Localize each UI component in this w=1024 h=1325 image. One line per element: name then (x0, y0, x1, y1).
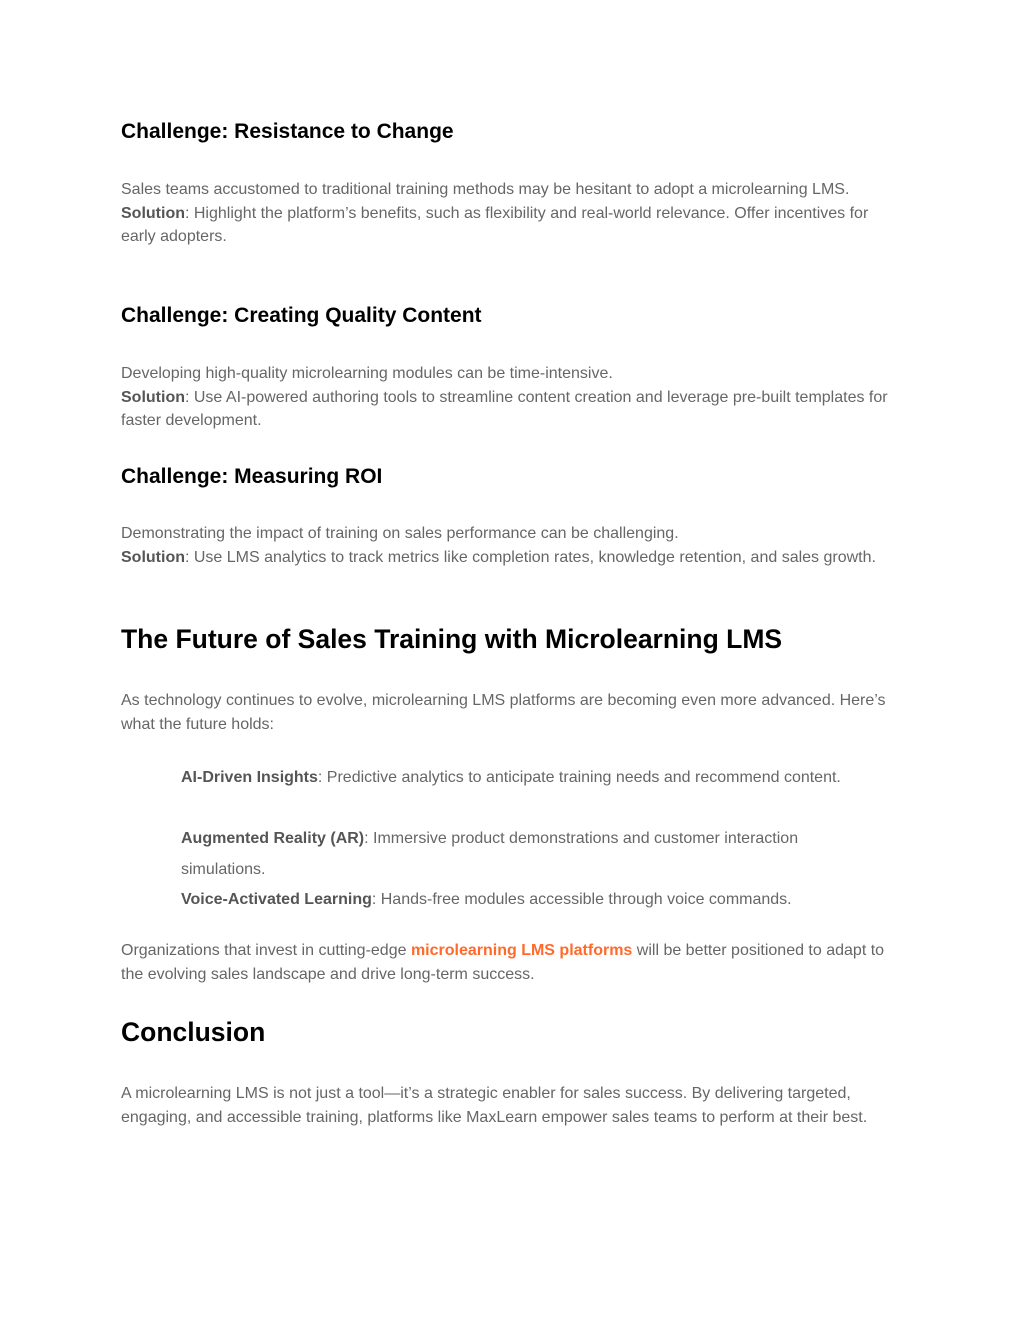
list-item-text: : Predictive analytics to anticipate training needs and recommend content. (317, 769, 841, 786)
challenge-heading: Challenge: Creating Quality Content (121, 304, 482, 327)
solution-label: Solution (121, 204, 185, 222)
challenge-description: Developing high-quality microlearning modules can be time-intensive. (121, 365, 613, 382)
solution-text: : Highlight the platform’s benefits, such as flexibility and real-world relevance. Offer incentives for early adopters. (121, 204, 869, 245)
future-intro: As technology continues to evolve, microlearning LMS platforms are becoming even more advanced. Here’s what the future holds: (121, 692, 886, 733)
closing-text-pre: Organizations that invest in cutting-edge (121, 942, 411, 959)
challenge-paragraph (121, 522, 896, 569)
conclusion-paragraph: A microlearning LMS is not just a tool—it’s a strategic enabler for sales success. By delivering targeted, engaging, and accessible training, platforms like MaxLearn empower sales teams to perform at their best. (121, 1085, 868, 1126)
list-item (181, 885, 881, 916)
solution-label: Solution (121, 548, 185, 566)
microlearning-lms-platforms-link[interactable]: microlearning LMS platforms (410, 942, 633, 959)
solution-label: Solution (121, 388, 185, 406)
challenge-heading: Challenge: Resistance to Change (121, 120, 454, 143)
challenge-paragraph (121, 362, 896, 433)
list-item-text: : Hands-free modules accessible through voice commands. (371, 891, 792, 908)
challenge-paragraph (121, 178, 896, 249)
list-item-text: : Immersive product demonstrations and customer interaction simulations. (181, 830, 799, 878)
challenge-description: Sales teams accustomed to traditional training methods may be hesitant to adopt a microlearning LMS. (121, 181, 850, 198)
future-heading: The Future of Sales Training with Microlearning LMS (121, 624, 783, 654)
challenge-heading: Challenge: Measuring ROI (121, 465, 383, 488)
list-item-label: Augmented Reality (AR) (181, 830, 365, 847)
list-item-label: Voice-Activated Learning (181, 891, 372, 908)
challenge-description: Demonstrating the impact of training on sales performance can be challenging. (121, 525, 679, 542)
list-item (181, 763, 881, 794)
list-item-label: AI-Driven Insights (181, 769, 318, 786)
solution-text: : Use LMS analytics to track metrics like completion rates, knowledge retention, and sales growth. (184, 548, 876, 566)
conclusion-heading: Conclusion (121, 1017, 266, 1047)
list-item (181, 824, 881, 885)
future-closing (121, 939, 896, 986)
solution-text: : Use AI-powered authoring tools to streamline content creation and leverage pre-built templates for faster development. (121, 388, 888, 429)
closing-text-post: will be better positioned to adapt to the evolving sales landscape and drive long-term success. (121, 942, 885, 983)
